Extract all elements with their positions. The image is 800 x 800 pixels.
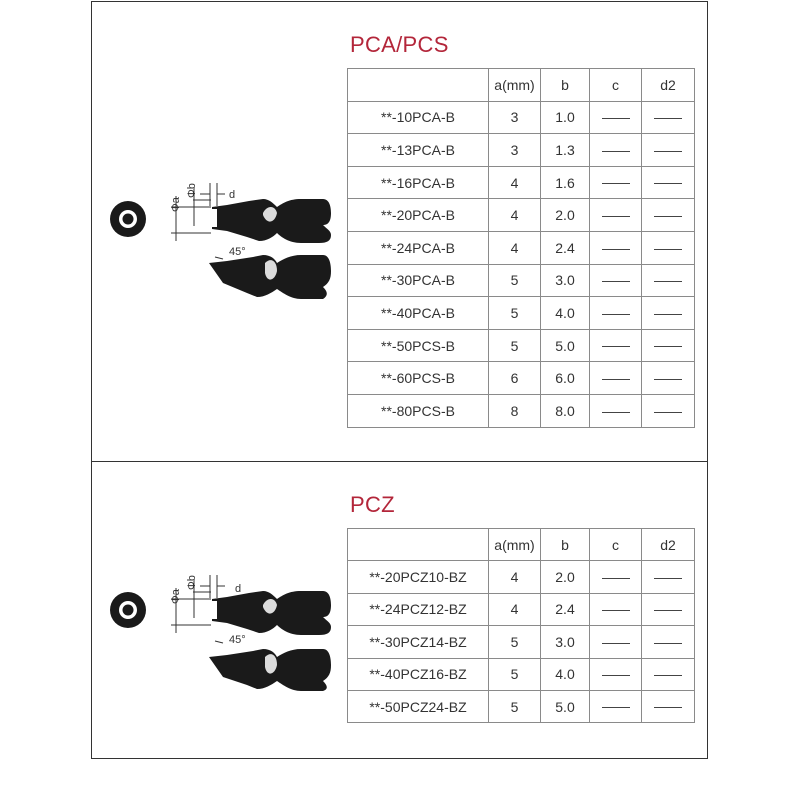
table-row [348, 297, 695, 330]
column-header-b: b [541, 529, 590, 561]
cell-b: 8.0 [541, 394, 590, 427]
cell-a: 4 [489, 199, 541, 232]
cell-d2-dash [642, 690, 695, 722]
angle-label: 45° [229, 246, 246, 258]
spec-table-pca-pcs [347, 68, 695, 428]
cell-c-dash [590, 362, 642, 395]
phi-a-label: Φa [170, 197, 182, 212]
cell-b: 3.0 [541, 264, 590, 297]
cell-a: 5 [489, 297, 541, 330]
cell-b: 1.3 [541, 134, 590, 167]
table-row [348, 199, 695, 232]
cell-b: 6.0 [541, 362, 590, 395]
column-header-c: c [590, 529, 642, 561]
cell-b: 4.0 [541, 297, 590, 330]
d-label: d [235, 583, 242, 595]
table-row [348, 134, 695, 167]
table-row [348, 329, 695, 362]
table-header-row [348, 529, 695, 561]
cell-model: **-40PCZ16-BZ [348, 658, 489, 690]
cell-c-dash [590, 394, 642, 427]
phi-a-label: Φa [170, 589, 182, 604]
cell-a: 5 [489, 329, 541, 362]
column-header-model [348, 69, 489, 102]
table-row [348, 658, 695, 690]
cell-c-dash [590, 297, 642, 330]
cell-a: 4 [489, 166, 541, 199]
cell-c-dash [590, 329, 642, 362]
table-row [348, 561, 695, 593]
cell-a: 4 [489, 593, 541, 625]
table-row [348, 362, 695, 395]
cell-c-dash [590, 561, 642, 593]
tip-bore-opening [210, 601, 217, 619]
cell-d2-dash [642, 658, 695, 690]
cell-model: **-20PCZ10-BZ [348, 561, 489, 593]
cell-b: 1.0 [541, 101, 590, 134]
cell-model: **-50PCS-B [348, 329, 489, 362]
cell-model: **-30PCZ14-BZ [348, 626, 489, 658]
cell-b: 3.0 [541, 626, 590, 658]
cell-d2-dash [642, 593, 695, 625]
cell-d2-dash [642, 394, 695, 427]
cell-model: **-40PCA-B [348, 297, 489, 330]
table-row [348, 593, 695, 625]
cell-b: 2.4 [541, 593, 590, 625]
cell-model: **-24PCZ12-BZ [348, 593, 489, 625]
spec-panel-pca-pcs [91, 1, 708, 461]
cell-b: 2.4 [541, 231, 590, 264]
cell-b: 2.0 [541, 561, 590, 593]
cell-c-dash [590, 101, 642, 134]
cell-d2-dash [642, 561, 695, 593]
column-header-model [348, 529, 489, 561]
cell-c-dash [590, 593, 642, 625]
table-row [348, 690, 695, 722]
cell-c-dash [590, 199, 642, 232]
cell-b: 1.6 [541, 166, 590, 199]
cell-a: 4 [489, 231, 541, 264]
cell-b: 2.0 [541, 199, 590, 232]
tip-end-view-core [123, 214, 134, 225]
cell-c-dash [590, 690, 642, 722]
cell-b: 5.0 [541, 690, 590, 722]
cell-c-dash [590, 264, 642, 297]
cell-model: **-50PCZ24-BZ [348, 690, 489, 722]
cell-d2-dash [642, 626, 695, 658]
cell-d2-dash [642, 264, 695, 297]
cell-c-dash [590, 134, 642, 167]
cell-model: **-20PCA-B [348, 199, 489, 232]
column-header-d2: d2 [642, 529, 695, 561]
spec-panel-pcz [91, 461, 708, 759]
column-header-b: b [541, 69, 590, 102]
column-header-a: a(mm) [489, 69, 541, 102]
cell-a: 4 [489, 561, 541, 593]
cell-model: **-10PCA-B [348, 101, 489, 134]
cell-model: **-80PCS-B [348, 394, 489, 427]
cell-b: 5.0 [541, 329, 590, 362]
cell-a: 5 [489, 264, 541, 297]
cell-c-dash [590, 166, 642, 199]
section-title: PCZ [350, 492, 395, 517]
cell-c-dash [590, 231, 642, 264]
table-row [348, 166, 695, 199]
column-header-d2: d2 [642, 69, 695, 102]
cell-b: 4.0 [541, 658, 590, 690]
cell-d2-dash [642, 329, 695, 362]
cell-d2-dash [642, 199, 695, 232]
cell-a: 6 [489, 362, 541, 395]
d-label: d [229, 189, 236, 201]
cell-a: 8 [489, 394, 541, 427]
phi-b-label: Φb [186, 183, 198, 198]
cell-model: **-16PCA-B [348, 166, 489, 199]
tip-bore-opening [210, 209, 217, 227]
table-row [348, 626, 695, 658]
column-header-c: c [590, 69, 642, 102]
cell-d2-dash [642, 134, 695, 167]
table-row [348, 264, 695, 297]
table-header-row [348, 69, 695, 102]
column-header-a: a(mm) [489, 529, 541, 561]
cell-model: **-24PCA-B [348, 231, 489, 264]
cell-model: **-13PCA-B [348, 134, 489, 167]
cell-d2-dash [642, 166, 695, 199]
cell-a: 5 [489, 690, 541, 722]
cell-a: 5 [489, 626, 541, 658]
cell-model: **-60PCS-B [348, 362, 489, 395]
cell-d2-dash [642, 362, 695, 395]
table-row [348, 101, 695, 134]
spec-table-pcz [347, 528, 695, 723]
table-row [348, 394, 695, 427]
table-row [348, 231, 695, 264]
cell-model: **-30PCA-B [348, 264, 489, 297]
cell-c-dash [590, 658, 642, 690]
cell-a: 3 [489, 101, 541, 134]
tip-end-view-core [123, 605, 134, 616]
section-title: PCA/PCS [350, 32, 449, 57]
cell-d2-dash [642, 231, 695, 264]
cell-c-dash [590, 626, 642, 658]
phi-b-label: Φb [186, 575, 198, 590]
cell-d2-dash [642, 297, 695, 330]
angle-label: 45° [229, 634, 246, 646]
cell-a: 5 [489, 658, 541, 690]
cell-d2-dash [642, 101, 695, 134]
cell-a: 3 [489, 134, 541, 167]
